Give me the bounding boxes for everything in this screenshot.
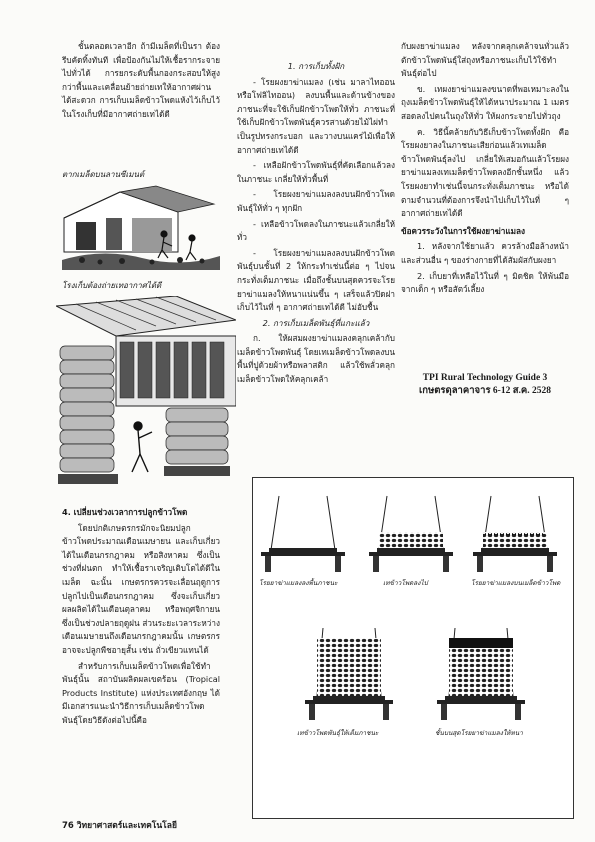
column-2 <box>237 60 395 389</box>
page-footer: 76 วิทยาศาสตร์และเทคโนโลยี <box>62 821 177 831</box>
paragraph: - โรยผงยาฆ่าแมลงลงบนฝักข้าวโพดพันธุ์ให้ทั่ว ๆ ทุกฝัก <box>237 189 395 213</box>
caution-heading: ข้อควรระวังในการใช้ผงยาฆ่าแมลง <box>401 225 526 236</box>
paragraph: - โรยผงยาฆ่าแมลง (เช่น มาลาไทออน หรือโฟลิไทออน) ลงบนพื้นและด้านข้างของภาชนะที่จะใช้เก็บฝักข้าวโพดให้ทั่ว ภาชนะที่ใช้เก็บฝักข้าวโพดพันธุ์ควรสานด้วยไม้ไผ่ทำเป็นรูปทรงกระบอก และวางบนแคร่ไม้เพื่อให้อากาศถ่ายเทได้ดี <box>237 76 395 155</box>
paragraph: ก. ให้ผสมผงยาฆ่าแมลงคลุกเคล้ากับเมล็ดข้าวโพดพันธุ์ โดยเทเมล็ดข้าวโพดลงบนพื้นที่ปูด้วยผ้าหรือพลาสติก แล้วใช้พลั่วคลุกเมล็ดข้าวโพดให้คลุกเคล้า <box>237 333 395 385</box>
section-heading: 2. การเก็บเมล็ดพันธุ์ที่แกะแล้ว <box>262 317 370 328</box>
figure-label: ชั้นบนสุดโรยยาฆ่าแมลงให้หนา <box>435 729 523 737</box>
paragraph: 1. หลังจากใช้ยาแล้ว ควรล้างมือล้างหน้า และส่วนอื่น ๆ ของร่างกายที่ได้สัมผัสกับผงยา <box>401 241 569 265</box>
figure-label: โรยยาฆ่าแมลงบนเมล็ดข้าวโพด <box>471 579 561 587</box>
figure-label: เทข้าวโพดพันธุ์ให้เต็มภาชนะ <box>297 729 379 737</box>
paragraph: ข. เทผงยาฆ่าแมลงขนาดที่พอเหมาะลงในถุงเมล็ดข้าวโพดพันธุ์ให้ได้หนาประมาณ 1 เมตร สอดลงไปคนในถุงให้ทั่ว ให้ผงกระจายไปทั่วถุง <box>401 83 569 121</box>
paragraph: - เหลือฝักข้าวโพดพันธุ์ที่คัดเลือกแล้วลงในภาชนะ เกลี่ยให้ทั่วพื้นที่ <box>237 160 395 184</box>
column-3 <box>401 40 569 299</box>
caption-drying: ตากเมล็ดบนลานซีเมนต์ <box>62 170 145 179</box>
step-1-container <box>261 496 345 572</box>
step-5-container <box>437 628 525 720</box>
paragraph: กับผงยาฆ่าแมลง หลังจากคลุกเคล้าจนทั่วแล้วตักข้าวโพดพันธุ์ใส่ถุงหรือภาชนะเก็บไว้ใช้ทำพันธุ์ต่อไป <box>401 41 569 79</box>
section-heading: 4. เปลี่ยนช่วงเวลาการปลูกข้าวโพด <box>62 507 188 517</box>
drying-yard-illustration <box>62 182 220 270</box>
paragraph: สำหรับการเก็บเมล็ดข้าวโพดเพื่อใช้ทำพันธุ์นั้น สถาบันผลิตผลเขตร้อน (Tropical Products Institute) แห่งประเทศอังกฤษ ได้มีเอกสารแนะนำวิธีการเก็บเมล็ดข้าวโพดพันธุ์โดยวิธีดังต่อไปนี้คือ <box>62 660 220 725</box>
column-1 <box>62 40 220 124</box>
section-4 <box>62 502 220 730</box>
source-credit: TPI Rural Technology Guide 3 เกษตรดุลาคาจาร 6-12 ส.ค. 2528 <box>419 373 551 396</box>
step-2-container <box>369 496 453 572</box>
caption-storehouse: โรงเก็บต้องถ่ายเทอากาศได้ดี <box>62 281 162 290</box>
storage-steps-drawing <box>253 478 573 818</box>
paragraph: ชั้นตลอดเวลาอีก ถ้ามีเมล็ดที่เป็นรา ต้องรีบคัดทิ้งทันที เพื่อป้องกันไม่ให้เชื้อรากระจายไปทั่วได้ การยกระดับพื้นกองกระสอบให้สูงกว่าพื้นและเคลื่อนย้ายถ่ายเทให้อากาศผ่านได้สะดวก การเก็บเมล็ดข้าวโพดแห้งไว้เก็บไว้ในโรงเก็บที่มีอากาศถ่ายเทได้ดี <box>62 41 220 119</box>
storehouse-illustration <box>56 296 236 496</box>
paragraph: - โรยผงยาฆ่าแมลงลงบนฝักข้าวโพดพันธุ์บนชั้นที่ 2 ให้กระทำเช่นนี้ต่อ ๆ ไปจนกระทั่งเต็มภาชนะ เมื่อถึงชั้นบนสุดควรจะโรยยาฆ่าแมลงให้หนาแน่นขึ้น ๆ เสร็จแล้วปิดฝาเก็บไว้ในที่ ๆ อากาศถ่ายเทได้ดี ไม่อับชื้น <box>237 247 395 313</box>
paragraph: ค. วิธีนี้คล้ายกับวิธีเก็บข้าวโพดทั้งฝัก คือ โรยผงยาลงในภาชนะเสียก่อนแล้วเทเมล็ดข้าวโพดพันธุ์ลงไป เกลี่ยให้เสมอกันแล้วโรยผงยาฆ่าแมลงเทเมล็ดข้าวโพดลงอีกชั้นหนึ่ง แล้วโรยผงยาทำเช่นนี้จนกระทั่งเต็มภาชนะ หรือได้ตามจำนวนที่ต้องการจึงนำไปเก็บไว้ในที่ ๆ อากาศถ่ายเทได้ดี <box>401 126 569 219</box>
paragraph: - เหลือข้าวโพดลงในภาชนะแล้วเกลี่ยให้ทั่ว <box>237 218 395 243</box>
paragraph: 2. เก็บยาที่เหลือไว้ในที่ ๆ มิดชิด ให้พ้นมือจากเด็ก ๆ หรือสัตว์เลี้ยง <box>401 270 569 295</box>
paragraph: โดยปกติเกษตรกรมักจะนิยมปลูกข้าวโพดประมาณเดือนเมษายน และเก็บเกี่ยวได้ในเดือนกรกฎาคม หรือสิงหาคม ซึ่งเป็นช่วงที่ฝนตก ทำให้เชื้อราเจริญเติบโตได้ดีในเมล็ด ฉะนั้น เกษตรกรควรจะเลื่อนฤดูการปลูกไปเป็นเดือนกรกฎาคม ซึ่งจะเก็บเกี่ยวผลผลิตได้ในเดือนตุลาคม หรือพฤศจิกายน ซึ่งเป็นช่วงปลายฤดูฝน ส่วนระยะเวลาระหว่างเดือนเมษายนถึงเดือนกรกฎาคมนั้น เกษตรกรอาจจะปลูกพืชอายุสั้น เช่น ถั่วเขียวแทนได้ <box>62 522 220 655</box>
storage-steps-figure <box>252 477 574 819</box>
step-3-container <box>473 496 557 572</box>
figure-label: โรยยาฆ่าแมลงลงพื้นภาชนะ <box>259 579 338 587</box>
step-4-container <box>305 628 393 720</box>
section-heading: 1. การเก็บทั้งฝัก <box>287 61 345 71</box>
figure-label: เทข้าวโพดลงไป <box>383 579 428 587</box>
